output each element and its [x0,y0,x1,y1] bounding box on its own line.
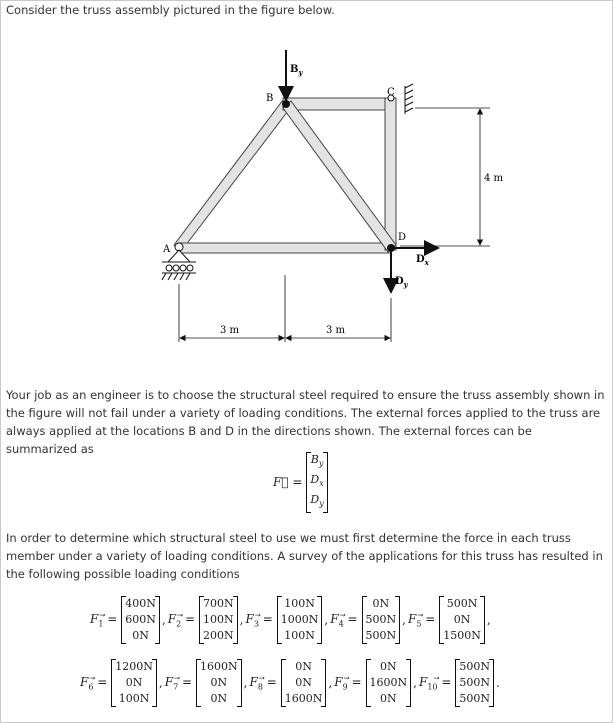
truss-figure [0,0,613,350]
intro-text: Consider the truss assembly pictured in the figure below. [6,3,335,17]
separator: , [243,676,248,690]
load-vector-f7 [196,659,242,707]
dim-right-label: 3 m [326,325,346,336]
loading-conditions-row-2 [80,659,502,707]
load-vector-f8 [281,659,327,707]
vector-row-Dx: $D_x$ [310,473,324,489]
load-vector-f5 [439,596,485,644]
load-value: 0N [125,676,143,689]
load-label-f6: $F_6⃗$ = [80,674,108,692]
load-value: 0N [380,660,397,673]
load-vector-f3 [277,596,323,644]
load-value: 1600N [369,676,408,689]
load-label-f7: $F_7⃗$ = [164,674,193,692]
dim-height-label: 4 m [484,173,504,184]
vector-row-By: $B_y$ [310,453,324,469]
label-D: D [398,232,407,243]
load-value: 1500N [443,629,481,642]
member-BC [283,98,396,110]
separator: , [158,676,163,690]
pin-B [282,100,290,108]
load-value: 500N [365,613,397,626]
separator: . [496,676,500,690]
load-label-f4: $F_4⃗$ = [330,611,358,629]
load-value: 0N [372,597,390,610]
load-vector-f6 [111,659,157,707]
load-value: 400N [125,597,156,610]
dim-left-label: 3 m [220,325,240,336]
member-BD [283,101,396,252]
member-CD [385,98,396,250]
wall-support-C [405,84,413,114]
load-vector-f2 [199,596,238,644]
vector-row-Dy: $D_y$ [310,493,324,509]
load-value: 200N [203,629,234,642]
load-label-f10: $F_{10}⃗$ = [419,674,452,692]
load-value: 0N [132,629,149,642]
label-Dy: $D_y$ [395,276,408,289]
load-label-f8: $F_8⃗$ = [249,674,277,692]
load-value: 0N [380,692,397,705]
load-vector-f10 [455,659,494,707]
paragraph-loads: In order to determine which structural steel to use we must first determine the force in each truss member under a variety of loading conditions. A survey of the applications for this truss has resulted in the following possible loading conditions [6,531,603,581]
load-value: 0N [295,660,312,673]
separator: , [402,613,406,627]
label-B: B [266,93,274,104]
load-label-f2: $F_2⃗$ = [167,611,196,629]
load-value: 100N [284,597,315,610]
separator: , [324,613,329,627]
separator: , [328,676,333,690]
load-value: 600N [125,613,156,626]
dimension-height [400,108,490,246]
label-A: A [163,244,171,255]
separator: , [486,613,491,627]
load-value: 100N [118,692,150,705]
load-value: 700N [203,597,234,610]
load-value: 500N [459,676,491,689]
load-value: 0N [295,676,312,689]
loading-conditions-row-1 [90,596,493,644]
load-vector-f9 [366,659,412,707]
force-vector [273,452,328,513]
load-value: 1000N [280,613,319,626]
load-value: 1600N [284,692,323,705]
separator: , [239,613,244,627]
label-By: $B_y$ [290,64,303,77]
load-value: 500N [365,629,397,642]
load-value: 0N [210,692,228,705]
load-value: 1600N [200,660,238,673]
force-vector-lhs: F⃗ = [273,475,303,490]
force-vector-column [306,452,327,513]
label-Dx: $D_x$ [416,254,429,267]
load-value: 500N [446,597,478,610]
load-vector-f1 [121,596,160,644]
truss-members [174,98,396,253]
load-value: 100N [284,629,315,642]
load-value: 1200N [115,660,153,673]
load-value: 500N [459,660,491,673]
member-AB [174,100,291,250]
load-label-f1: $F_1⃗$ = [90,611,118,629]
load-value: 0N [453,613,471,626]
label-C: C [387,87,395,98]
load-vector-f4 [362,596,401,644]
load-value: 0N [210,676,228,689]
load-label-f9: $F_9⃗$ = [334,674,362,692]
load-label-f5: $F_5⃗$ = [408,611,436,629]
load-value: 100N [203,613,234,626]
dimension-width [179,275,391,342]
separator: , [413,676,417,690]
load-value: 500N [459,692,491,705]
separator: , [161,613,166,627]
member-AD [178,243,391,253]
load-label-f3: $F_3⃗$ = [245,611,273,629]
paragraph-task: Your job as an engineer is to choose the structural steel required to ensure the truss assembly shown in the figure will not fail under a variety of loading conditions. The external forces applied to the truss are always applied at the locations B and D in the directions shown. The external forces can be summarized as [6,388,605,456]
